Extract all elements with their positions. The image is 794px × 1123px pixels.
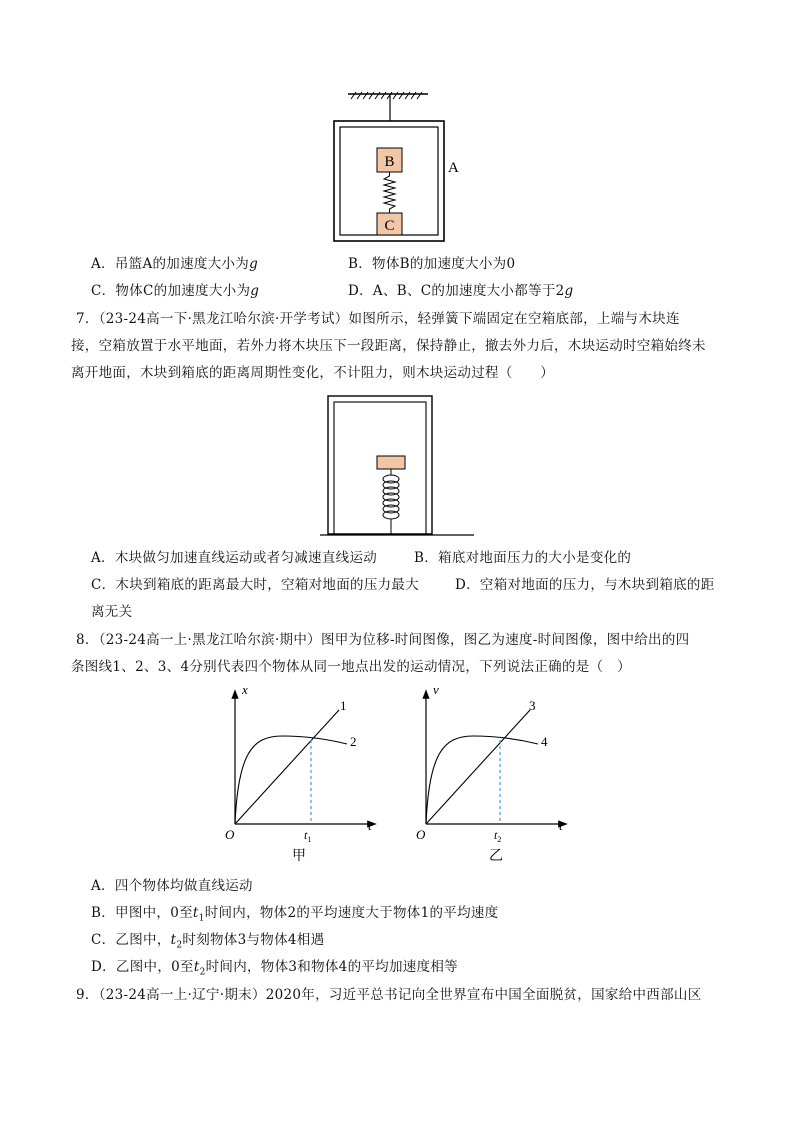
spring — [383, 475, 399, 519]
q9-stem-line1: 9．（23-24高一上·辽宁·期末）2020年，习近平总书记向全世界宣布中国全面脱贫，国家给中西部山区 — [76, 987, 702, 1003]
q8-option-b: B．甲图中，0至$t_1$时间内，物体2的平均速度大于物体1的平均速度 — [91, 905, 499, 924]
q6-option-b: B．物体B的加速度大小为0 — [348, 256, 516, 272]
q7-option-b: B．箱底对地面压力的大小是变化的 — [414, 550, 632, 566]
q6-option-c: C．物体C的加速度大小为g — [91, 283, 260, 299]
line-1 — [235, 710, 339, 824]
axis-label-t: t — [559, 818, 563, 833]
caption-jia: 甲 — [292, 849, 306, 864]
label-1: 1 — [340, 698, 347, 713]
axis-label-v: v — [433, 684, 439, 697]
tick-t1: $t_1$ — [304, 828, 312, 844]
q8-stem-line2: 条图线1、2、3、4分别代表四个物体从同一地点出发的运动情况，下列说法正确的是（ ） — [71, 659, 631, 675]
q8-stem-line1: 8．（23-24高一上·黑龙江哈尔滨·期中）图甲为位移-时间图像，图乙为速度-时间图像，图中给出的四 — [76, 632, 690, 648]
q8-option-c: C．乙图中，$t_2$时刻物体3与物体4相遇 — [91, 932, 325, 951]
q8-option-d: D．乙图中，0至$t_2$时间内，物体3和物体4的平均加速度相等 — [91, 959, 458, 978]
graph-yi — [413, 684, 573, 864]
graph-jia — [222, 684, 382, 864]
curve-2 — [235, 736, 347, 824]
q6-figure — [320, 88, 470, 248]
q7-stem-line1: 7．（23-24高一下·黑龙江哈尔滨·开学考试）如图所示，轻弹簧下端固定在空箱底部，上端与木块连 — [76, 311, 680, 327]
label-3: 3 — [529, 698, 536, 713]
line-3 — [426, 710, 530, 824]
label-2: 2 — [350, 734, 357, 749]
label-a: A — [448, 160, 459, 176]
curve-4 — [426, 736, 538, 824]
label-4: 4 — [541, 734, 548, 749]
spring — [384, 172, 395, 213]
caption-yi: 乙 — [489, 849, 503, 864]
q7-option-d: D．空箱对地面的压力，与木块到箱底的距 — [455, 577, 715, 593]
q7-option-d-cont: 离无关 — [91, 604, 133, 620]
tick-t2: $t_2$ — [494, 828, 502, 844]
label-c: C — [384, 218, 395, 234]
q7-figure — [320, 392, 474, 540]
axis-label-x: x — [242, 684, 248, 697]
q7-option-c: C．木块到箱底的距离最大时，空箱对地面的压力最大 — [91, 577, 420, 593]
q6-option-d: D．A、B、C的加速度大小都等于2g — [348, 283, 574, 299]
axis-label-t: t — [368, 818, 372, 833]
q7-option-a: A．木块做匀加速直线运动或者匀减速直线运动 — [91, 550, 378, 566]
q6-option-a: A．吊篮A的加速度大小为g — [91, 256, 259, 272]
origin-label: O — [225, 827, 235, 842]
q8-option-a: A．四个物体均做直线运动 — [91, 878, 253, 894]
q7-stem-line2: 接，空箱放置于水平地面，若外力将木块压下一段距离，保持静止，撤去外力后，木块运动时空箱始终未 — [71, 338, 706, 354]
q7-stem-line3: 离开地面，木块到箱底的距离周期性变化，不计阻力，则木块运动过程（ ） — [71, 365, 554, 381]
origin-label: O — [416, 827, 426, 842]
wood-block — [377, 456, 405, 469]
label-b: B — [384, 154, 395, 170]
